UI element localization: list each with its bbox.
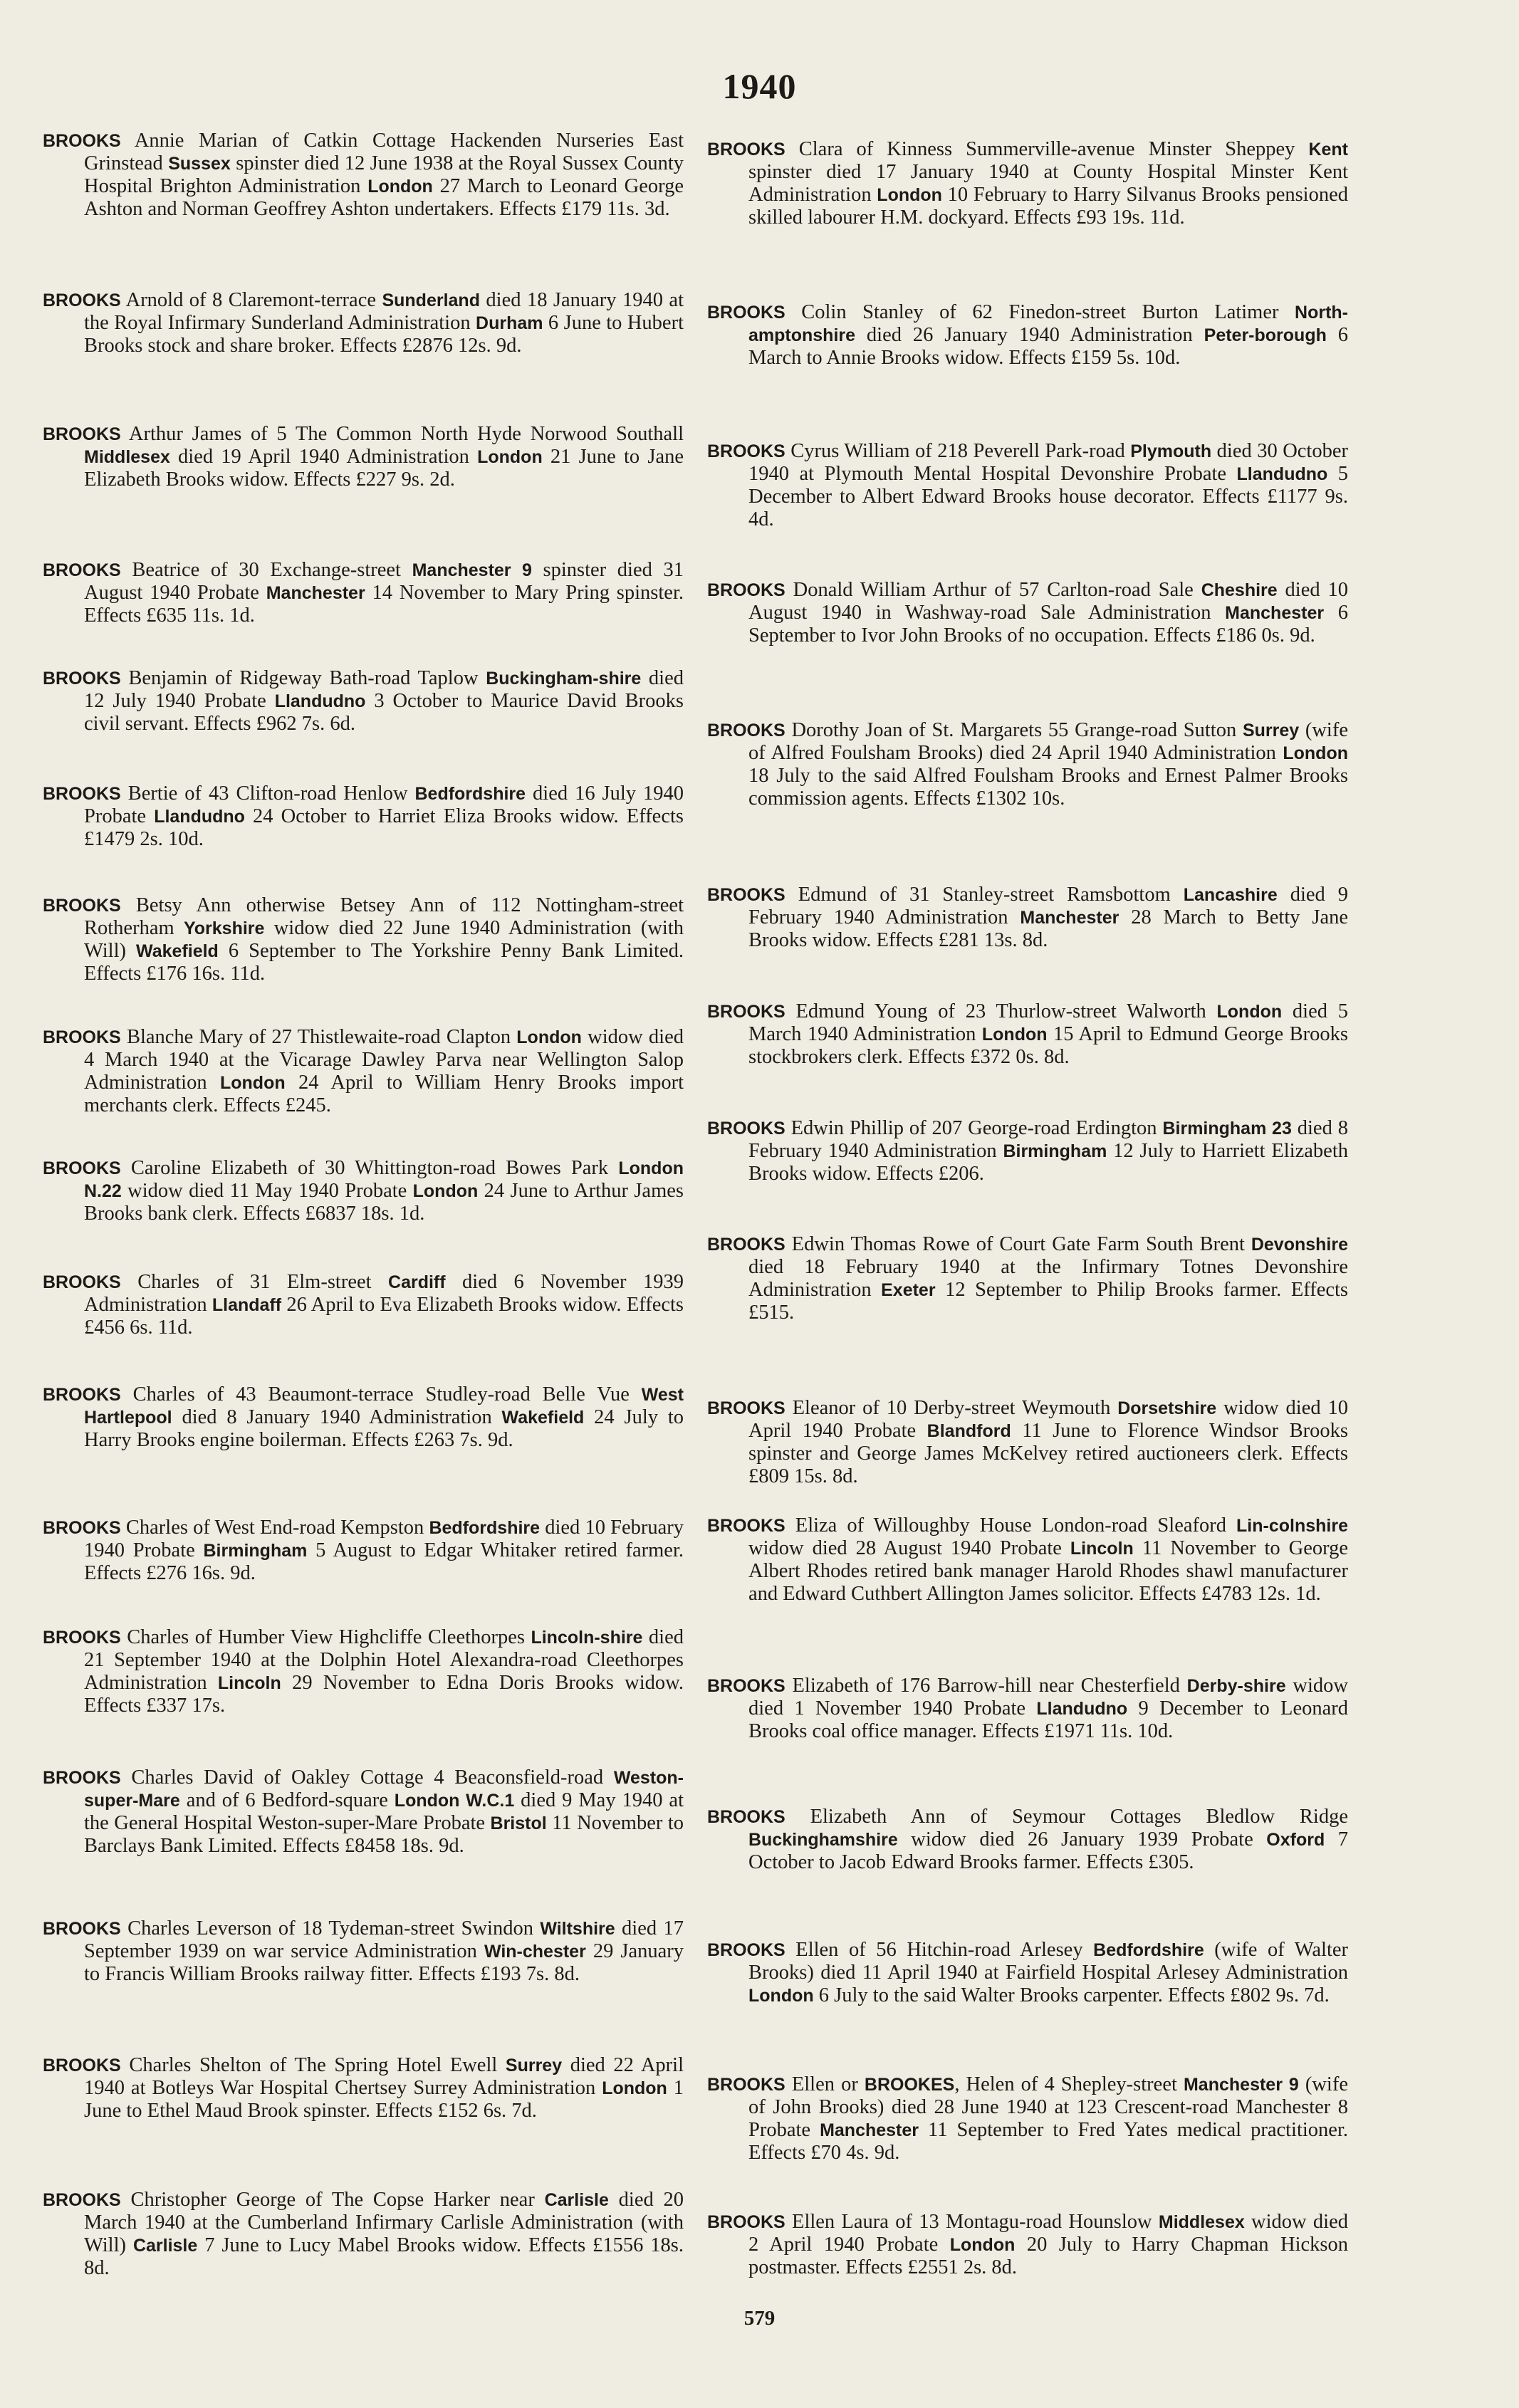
- entry-place-bold: Weston-super-Mare: [84, 1768, 684, 1811]
- entry-surname: BROOKS: [43, 2056, 121, 2075]
- entry-text: Betsy Ann otherwise Betsey Ann of 112 Nottingham-street Rotherham: [84, 894, 684, 939]
- entry-text: Ellen or: [785, 2073, 865, 2095]
- entry-surname: BROOKS: [707, 1002, 785, 1022]
- entry-text: Donald William Arthur of 57 Carlton-road Sale: [785, 579, 1201, 601]
- entry-surname: BROOKS: [707, 1398, 785, 1418]
- entry-place-bold: London: [1283, 743, 1348, 763]
- entry-text: 28 March to Betty Jane Brooks widow. Effects £281 13s. 8d.: [748, 906, 1348, 951]
- entry-surname: BROOKS: [707, 1940, 785, 1960]
- entry-place-bold: London: [1216, 1002, 1283, 1022]
- probate-entry: [43, 1917, 684, 1986]
- entry-text: died 18 January 1940 at the Royal Infirmary Sunderland Administration: [84, 289, 684, 334]
- entry-text: Benjamin of Ridgeway Bath-road Taplow: [120, 667, 486, 689]
- entry-place-bold: Birmingham: [203, 1541, 308, 1561]
- entry-surname: BROOKS: [43, 784, 121, 804]
- entry-text: 12 September to Philip Brooks farmer. Effects £515.: [748, 1279, 1349, 1324]
- entry-text: died 6 November 1939 Administration: [84, 1271, 684, 1316]
- entry-text: 6 June to Hubert Brooks stock and share broker. Effects £2876 12s. 9d.: [84, 312, 684, 357]
- entry-text: died 9 February 1940 Administration: [748, 884, 1349, 928]
- entry-text: widow died 26 January 1939 Probate: [897, 1828, 1267, 1851]
- entry-text: Cyrus William of 218 Peverell Park-road: [785, 440, 1131, 462]
- entry-place-bold: Manchester: [820, 2120, 919, 2140]
- entry-surname: BROOKS: [43, 1628, 121, 1648]
- entry-text: 11 June to Florence Windsor Brooks spinster and George James McKelvey retired auctioneers clerk. Effects £809 15s. 8d.: [748, 1420, 1348, 1487]
- entry-surname: BROOKS: [707, 1516, 785, 1536]
- entry-text: 14 November to Mary Pring spinster. Effects £635 11s. 1d.: [84, 582, 684, 627]
- entry-text: Charles of 43 Beaumont-terrace Studley-road Belle Vue: [120, 1383, 642, 1405]
- entry-text: Caroline Elizabeth of 30 Whittington-road Bowes Park: [120, 1157, 619, 1179]
- probate-entry: [707, 440, 1348, 531]
- entry-surname: BROOKS: [43, 290, 121, 310]
- entry-text: died 9 May 1940 at the General Hospital Weston-super-Mare Probate: [84, 1789, 684, 1834]
- entry-text: 20 July to Harry Chapman Hickson postmaster. Effects £2551 2s. 8d.: [748, 2234, 1348, 2278]
- entry-text: Eliza of Willoughby House London-road Sleaford: [785, 1514, 1237, 1537]
- entry-surname: BROOKS: [43, 896, 121, 916]
- probate-entry: [43, 1271, 684, 1339]
- entry-place-bold: Birmingham: [1003, 1141, 1107, 1161]
- entry-surname: BROOKS: [707, 441, 785, 461]
- entry-surname: BROOKS: [43, 1027, 121, 1047]
- entry-text: 11 September to Fred Yates medical practitioner. Effects £70 4s. 9d.: [748, 2119, 1348, 2164]
- entry-text: Charles Shelton of The Spring Hotel Ewell: [120, 2054, 506, 2076]
- entry-text: Christopher George of The Copse Harker near: [120, 2189, 545, 2211]
- entry-place-bold: Oxford: [1266, 1830, 1325, 1850]
- entry-text: spinster died 17 January 1940 at County Hospital Minster Kent Administration: [748, 161, 1348, 206]
- entry-text: 10 February to Harry Silvanus Brooks pensioned skilled labourer H.M. dockyard. Effects £93 19s. 11d.: [748, 184, 1349, 229]
- entry-surname: BROOKS: [707, 1235, 785, 1255]
- entry-surname: BROOKS: [707, 1807, 785, 1827]
- entry-place-bold: Surrey: [505, 2056, 563, 2075]
- entry-place-bold: Manchester: [1020, 908, 1119, 928]
- entry-surname: BROOKS: [707, 721, 785, 740]
- entry-place-bold: Lincoln-shire: [531, 1628, 643, 1648]
- probate-entry: [707, 1117, 1348, 1185]
- entry-text: died 22 April 1940 at Botleys War Hospital Chertsey Surrey Administration: [84, 2054, 684, 2099]
- entry-text: 21 June to Jane Elizabeth Brooks widow. Effects £227 9s. 2d.: [84, 446, 684, 491]
- entry-text: (wife of John Brooks) died 28 June 1940 at 123 Crescent-road Manchester 8 Probate: [748, 2073, 1348, 2141]
- probate-entry: [43, 1157, 684, 1225]
- entry-place-bold: Win-chester: [484, 1942, 586, 1962]
- entry-text: Bertie of 43 Clifton-road Henlow: [120, 782, 415, 805]
- entry-place-bold: London: [877, 185, 942, 205]
- entry-text: died 17 September 1939 on war service Administration: [84, 1917, 684, 1962]
- entry-text: widow died 2 April 1940 Probate: [748, 2211, 1348, 2256]
- page-year-heading: 1940: [722, 66, 797, 106]
- probate-entry: [43, 1383, 684, 1452]
- entry-surname: BROOKS: [707, 885, 785, 905]
- entry-place-bold: Peter-borough: [1204, 325, 1327, 345]
- entry-surname: BROOKS: [43, 1385, 121, 1405]
- entry-text: Colin Stanley of 62 Finedon-street Burton Latimer: [785, 301, 1295, 323]
- entry-place-bold: North-amptonshire: [748, 303, 1348, 345]
- probate-entry: [43, 559, 684, 627]
- entry-text: 6 July to the said Walter Brooks carpenter. Effects £802 9s. 7d.: [813, 1984, 1330, 2006]
- probate-entry: [43, 1026, 684, 1117]
- entry-surname: BROOKS: [43, 1158, 121, 1178]
- entry-text: 24 July to Harry Brooks engine boilerman. Effects £263 7s. 9d.: [84, 1406, 684, 1451]
- entry-place-bold: Middlesex: [84, 447, 170, 467]
- entry-surname: BROOKS: [43, 669, 121, 689]
- entry-place-bold: Derby-shire: [1186, 1676, 1286, 1696]
- entry-text: died 10 August 1940 in Washway-road Sale Administration: [748, 579, 1349, 624]
- entry-text: widow died 28 August 1940 Probate: [748, 1537, 1070, 1559]
- entry-place-bold: Bedfordshire: [429, 1518, 541, 1538]
- entry-text: Edmund of 31 Stanley-street Ramsbottom: [785, 884, 1184, 906]
- entry-place-bold: London: [981, 1025, 1048, 1045]
- entry-place-bold: Llandudno: [1236, 464, 1328, 484]
- entry-text: 5 December to Albert Edward Brooks house decorator. Effects £1177 9s. 4d.: [748, 463, 1349, 530]
- entry-surname: BROOKS: [707, 580, 785, 600]
- entry-place-bold: Exeter: [881, 1280, 936, 1300]
- entry-text: spinster died 12 June 1938 at the Royal Sussex County Hospital Brighton Administration: [84, 152, 684, 197]
- entry-place-bold: Durham: [476, 313, 543, 333]
- probate-entry: [707, 1939, 1348, 2007]
- entry-text: 7 October to Jacob Edward Brooks farmer. Effects £305.: [748, 1828, 1349, 1873]
- entry-surname: BROOKS: [43, 2190, 121, 2210]
- probate-entry: [707, 1675, 1348, 1743]
- probate-entry: [707, 579, 1348, 647]
- entry-place-bold: Blandford: [926, 1421, 1011, 1441]
- entry-text: widow died 22 June 1940 Administration (with Will): [84, 917, 684, 962]
- probate-entry: [43, 1766, 684, 1858]
- entry-surname: BROOKS: [43, 1272, 121, 1292]
- entry-text: spinster died 31 August 1940 Probate: [84, 559, 684, 604]
- page-number: 579: [743, 2307, 776, 2330]
- entry-text: 15 April to Edmund George Brooks stockbrokers clerk. Effects £372 0s. 8d.: [748, 1023, 1349, 1068]
- probate-entry: [43, 894, 684, 985]
- probate-entry: [43, 2054, 684, 2122]
- entry-surname: BROOKS: [43, 1768, 121, 1788]
- entry-text: widow died 11 May 1940 Probate: [121, 1180, 413, 1202]
- entry-surname: BROOKS: [707, 2212, 785, 2232]
- entry-text: Beatrice of 30 Exchange-street: [120, 559, 412, 581]
- probate-entry: [707, 719, 1348, 810]
- entry-text: 1 June to Ethel Maud Brook spinster. Effects £152 6s. 7d.: [84, 2077, 684, 2122]
- probate-entry: [707, 138, 1348, 229]
- entry-text: (wife of Walter Brooks) died 11 April 1940 at Fairfield Hospital Arlesey Administration: [748, 1939, 1349, 1984]
- entry-place-bold: West Hartlepool: [84, 1385, 684, 1428]
- entry-text: Arthur James of 5 The Common North Hyde Norwood Southall: [120, 423, 684, 445]
- entry-text: died 10 February 1940 Probate: [84, 1517, 684, 1561]
- entry-text: Ellen Laura of 13 Montagu-road Hounslow: [785, 2211, 1159, 2233]
- entry-surname: BROOKS: [707, 1119, 785, 1138]
- entry-surname: BROOKS: [43, 1919, 121, 1939]
- entry-text: , Helen of 4 Shepley-street: [954, 2073, 1184, 2095]
- probate-entry: [707, 2073, 1348, 2164]
- entry-place-bold: London N.22: [84, 1158, 684, 1201]
- entry-text: 3 October to Maurice David Brooks civil servant. Effects £962 7s. 6d.: [84, 690, 684, 735]
- entry-place-bold: London: [412, 1181, 479, 1201]
- entry-text: died 18 February 1940 at the Infirmary Totnes Devonshire Administration: [748, 1256, 1348, 1301]
- entry-text: 24 April to William Henry Brooks import merchants clerk. Effects £245.: [84, 1072, 684, 1116]
- entry-surname: BROOKS: [707, 303, 785, 323]
- entry-place-bold: Carlisle: [132, 2236, 198, 2256]
- probate-entry: [43, 1517, 684, 1585]
- probate-entry: [43, 130, 684, 221]
- entry-surname: BROOKS: [707, 140, 785, 159]
- probate-entry: [707, 1514, 1348, 1606]
- entry-text: 12 July to Harriett Elizabeth Brooks widow. Effects £206.: [748, 1140, 1348, 1185]
- entry-place-bold: Llandaff: [212, 1295, 282, 1315]
- entry-text: died 26 January 1940 Administration: [855, 324, 1204, 346]
- entry-place-bold: London: [477, 447, 543, 467]
- entry-place-bold: Middlesex: [1158, 2212, 1245, 2232]
- probate-entry: [707, 2211, 1348, 2279]
- probate-entry: [707, 1397, 1348, 1488]
- entry-text: Edwin Phillip of 207 George-road Erdington: [785, 1117, 1163, 1139]
- entry-text: (wife of Alfred Foulsham Brooks) died 24 April 1940 Administration: [748, 719, 1348, 764]
- entry-text: died 8 January 1940 Administration: [172, 1406, 502, 1428]
- entry-text: Ellen of 56 Hitchin-road Arlesey: [785, 1939, 1094, 1961]
- entry-text: Annie Marian of Catkin Cottage Hackenden Nurseries East Grinstead: [84, 130, 684, 174]
- entry-text: 11 November to Barclays Bank Limited. Effects £8458 18s. 9d.: [84, 1812, 684, 1857]
- entry-place-bold: Sunderland: [382, 290, 480, 310]
- entry-place-bold: Cardiff: [388, 1272, 446, 1292]
- entry-text: 5 August to Edgar Whitaker retired farmer. Effects £276 16s. 9d.: [84, 1539, 684, 1584]
- entry-place-bold: Kent: [1308, 140, 1348, 159]
- entry-place-bold: London: [949, 2235, 1016, 2255]
- entry-surname: BROOKS: [43, 131, 121, 151]
- entry-place-bold: Wakefield: [501, 1408, 585, 1428]
- entry-place-bold: Lincoln: [217, 1673, 281, 1693]
- entry-place-bold: London: [367, 177, 433, 197]
- entry-place-bold: Carlisle: [544, 2190, 609, 2210]
- entry-text: 18 July to the said Alfred Foulsham Brooks and Ernest Palmer Brooks commission agents. Effects £1302 10s.: [748, 765, 1348, 810]
- entry-text: widow died 10 April 1940 Probate: [748, 1397, 1348, 1442]
- entry-place-bold: Bedfordshire: [414, 784, 526, 804]
- entry-text: Blanche Mary of 27 Thistlewaite-road Clapton: [120, 1026, 517, 1048]
- entry-place-bold: Birmingham 23: [1162, 1119, 1292, 1138]
- entry-place-bold: Llandudno: [1036, 1699, 1128, 1719]
- entry-place-bold: Sussex: [168, 154, 231, 174]
- entry-place-bold: Bedfordshire: [1093, 1940, 1204, 1960]
- entry-text: died 30 October 1940 at Plymouth Mental Hospital Devonshire Probate: [748, 440, 1348, 485]
- probate-entry: [43, 667, 684, 736]
- probate-entry: [707, 1233, 1348, 1324]
- probate-entry: [43, 1626, 684, 1717]
- probate-entry: [43, 289, 684, 357]
- entry-text: 6 September to The Yorkshire Penny Bank Limited. Effects £176 16s. 11d.: [84, 940, 684, 985]
- entry-text: 26 April to Eva Elizabeth Brooks widow. Effects £456 6s. 11d.: [84, 1294, 684, 1339]
- entry-place-bold: London: [219, 1073, 286, 1093]
- entry-place-bold: Wiltshire: [540, 1919, 615, 1939]
- entry-surname: BROOKS: [707, 2075, 785, 2095]
- entry-surname: BROOKS: [707, 1676, 785, 1696]
- entry-place-bold: Yorkshire: [183, 918, 265, 938]
- probate-entry: [707, 1806, 1348, 1874]
- entry-text: died 20 March 1940 at the Cumberland Infirmary Carlisle Administration (with Will): [84, 2189, 684, 2256]
- entry-text: 11 November to George Albert Rhodes retired bank manager Harold Rhodes shawl manufacturer and Edward Cuthbert Allington James solicitor. Effects £4783 12s. 1d.: [748, 1537, 1348, 1605]
- entry-place-bold: Cheshire: [1201, 580, 1278, 600]
- entry-text: Eleanor of 10 Derby-street Weymouth: [785, 1397, 1118, 1419]
- probate-entry: [707, 884, 1348, 952]
- entry-place-bold: Llandudno: [154, 807, 245, 827]
- entry-text: 29 January to Francis William Brooks railway fitter. Effects £193 7s. 8d.: [84, 1940, 684, 1985]
- probate-entry: [43, 423, 684, 491]
- entry-text: widow died 1 November 1940 Probate: [748, 1675, 1348, 1719]
- entry-text: 6 September to Ivor John Brooks of no occupation. Effects £186 0s. 9d.: [748, 602, 1348, 647]
- entry-place-bold: Wakefield: [136, 941, 219, 961]
- probate-entry: [43, 782, 684, 851]
- entry-place-bold: Bristol: [490, 1813, 547, 1833]
- entry-text: died 5 March 1940 Administration: [748, 1000, 1348, 1045]
- entry-text: died 8 February 1940 Administration: [748, 1117, 1348, 1162]
- entry-text: Charles of 31 Elm-street: [120, 1271, 389, 1293]
- entry-text: Dorothy Joan of St. Margarets 55 Grange-road Sutton: [785, 719, 1243, 741]
- entry-place-bold: Manchester 9: [1183, 2075, 1299, 2095]
- entry-place-bold: Devonshire: [1251, 1235, 1348, 1255]
- entry-text: Elizabeth Ann of Seymour Cottages Bledlow Ridge: [785, 1806, 1348, 1828]
- entry-place-bold: Plymouth: [1130, 441, 1212, 461]
- entry-place-bold: Llandudno: [274, 691, 366, 711]
- entry-text: Charles David of Oakley Cottage 4 Beaconsfield-road: [120, 1766, 614, 1789]
- entry-text: Charles of Humber View Highcliffe Cleethorpes: [120, 1626, 531, 1648]
- entry-text: 7 June to Lucy Mabel Brooks widow. Effects £1556 18s. 8d.: [84, 2234, 684, 2279]
- entry-place-bold: Manchester: [1225, 603, 1325, 623]
- entry-text: and of 6 Bedford-square: [179, 1789, 395, 1811]
- entry-place-bold: London: [748, 1986, 814, 2006]
- entry-text: 27 March to Leonard George Ashton and Norman Geoffrey Ashton undertakers. Effects £179 11s. 3d.: [84, 175, 684, 220]
- probate-entry: [707, 1000, 1348, 1069]
- entry-text: Edwin Thomas Rowe of Court Gate Farm South Brent: [785, 1233, 1251, 1255]
- entry-place-bold: Surrey: [1242, 721, 1300, 740]
- entry-place-bold: Dorsetshire: [1117, 1398, 1217, 1418]
- entry-text: Edmund Young of 23 Thurlow-street Walworth: [785, 1000, 1217, 1022]
- entry-text: died 19 April 1940 Administration: [169, 446, 478, 468]
- entry-text: Arnold of 8 Claremont-terrace: [120, 289, 382, 311]
- entry-place-bold: London: [516, 1027, 582, 1047]
- entry-place-bold: Lancashire: [1183, 885, 1278, 905]
- entry-text: died 12 July 1940 Probate: [84, 667, 684, 712]
- probate-entry: [43, 2189, 684, 2280]
- probate-entry: [707, 301, 1348, 370]
- entry-place-bold: London: [602, 2078, 667, 2098]
- entry-surname: BROOKS: [43, 424, 121, 444]
- entry-text: 6 March to Annie Brooks widow. Effects £159 5s. 10d.: [748, 324, 1349, 369]
- entry-place-bold: Manchester 9: [412, 560, 532, 580]
- entry-text: Clara of Kinness Summerville-avenue Minster Sheppey: [785, 138, 1309, 160]
- entry-place-bold: Lincoln: [1070, 1539, 1134, 1559]
- entry-text: died 16 July 1940 Probate: [84, 782, 684, 827]
- entry-surname: BROOKS: [43, 1518, 121, 1538]
- entry-text: Charles of West End-road Kempston: [120, 1517, 429, 1539]
- entry-place-bold: Buckinghamshire: [748, 1830, 898, 1850]
- entry-surname: BROOKS: [43, 560, 121, 580]
- entry-place-bold: Manchester: [266, 583, 365, 603]
- entry-text: 24 June to Arthur James Brooks bank clerk. Effects £6837 18s. 1d.: [84, 1180, 684, 1225]
- entry-text: died 21 September 1940 at the Dolphin Hotel Alexandra-road Cleethorpes Administration: [84, 1626, 684, 1694]
- entry-text: widow died 4 March 1940 at the Vicarage Dawley Parva near Wellington Salop Administration: [84, 1026, 684, 1094]
- entry-text: 9 December to Leonard Brooks coal office manager. Effects £1971 11s. 10d.: [748, 1697, 1348, 1742]
- entry-place-bold: Buckingham-shire: [486, 669, 642, 689]
- entry-text: Charles Leverson of 18 Tydeman-street Swindon: [120, 1917, 541, 1940]
- entry-place-bold: BROOKES: [864, 2075, 955, 2095]
- entry-text: 24 October to Harriet Eliza Brooks widow. Effects £1479 2s. 10d.: [84, 805, 684, 850]
- entry-place-bold: London W.C.1: [394, 1791, 515, 1811]
- entry-text: Elizabeth of 176 Barrow-hill near Chesterfield: [785, 1675, 1187, 1697]
- entry-text: 29 November to Edna Doris Brooks widow. Effects £337 17s.: [84, 1672, 684, 1717]
- entry-place-bold: Lin-colnshire: [1236, 1516, 1348, 1536]
